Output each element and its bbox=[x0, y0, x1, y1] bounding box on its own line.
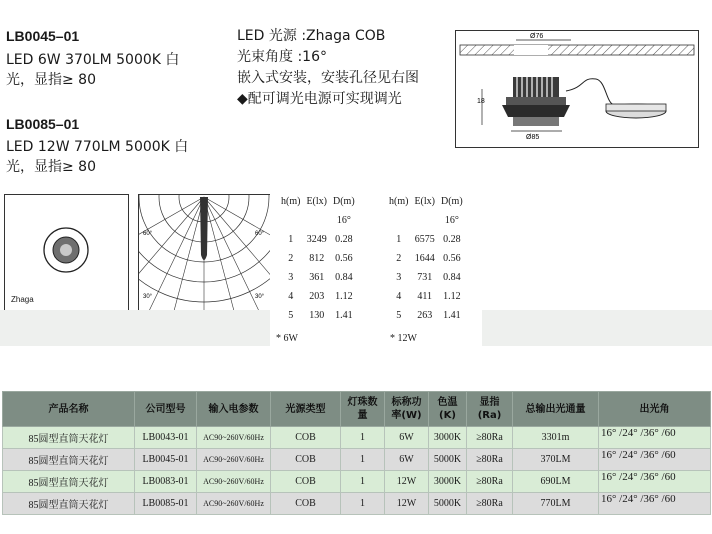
cell: 85圆型直筒天花灯 bbox=[3, 493, 135, 515]
cell: 1644 bbox=[414, 253, 435, 264]
cell: 0.28 bbox=[335, 234, 353, 245]
col-header: h(m) bbox=[389, 196, 409, 207]
cell: 6575 bbox=[414, 234, 435, 245]
polar-diagram-svg bbox=[139, 195, 270, 311]
desc-line: 光，显指≥ 80 bbox=[6, 159, 96, 175]
zhaga-label: Zhaga bbox=[11, 295, 34, 304]
photometric-table-12w bbox=[386, 192, 466, 325]
col-header: D(m) bbox=[333, 196, 355, 207]
cell: LB0085-01 bbox=[135, 493, 197, 515]
cell: COB bbox=[271, 471, 341, 493]
cell: 85圆型直筒天花灯 bbox=[3, 427, 135, 449]
cell: 5000K bbox=[429, 493, 467, 515]
note-12w: * 12W bbox=[390, 333, 417, 344]
cell: 1 bbox=[341, 449, 385, 471]
cell: 16° /24° /36° /60 bbox=[599, 449, 711, 471]
dim-bottom: Ø85 bbox=[526, 134, 540, 141]
cell: 812 bbox=[309, 253, 325, 264]
cell: LB0083-01 bbox=[135, 471, 197, 493]
lamp-body bbox=[502, 105, 570, 117]
product-table-header bbox=[3, 392, 711, 427]
feature-item: ◆配可调光电源可实现调光 bbox=[237, 91, 402, 107]
cell: 16° /24° /36° /60 bbox=[599, 471, 711, 493]
cell: 12W bbox=[385, 493, 429, 515]
power-cable bbox=[566, 79, 614, 105]
cell: 0.56 bbox=[443, 253, 461, 264]
cell: COB bbox=[271, 427, 341, 449]
cell: AC90~260V/60Hz bbox=[197, 449, 271, 471]
cell: 85圆型直筒天花灯 bbox=[3, 449, 135, 471]
cell: 4 bbox=[396, 291, 402, 302]
front-view bbox=[4, 194, 129, 312]
cell: 361 bbox=[309, 272, 325, 283]
cell: 16° /24° /36° /60 bbox=[599, 493, 711, 515]
cell: 0.84 bbox=[335, 272, 353, 283]
cell: 85圆型直筒天花灯 bbox=[3, 471, 135, 493]
cell: 3000K bbox=[429, 471, 467, 493]
col-header: h(m) bbox=[281, 196, 301, 207]
lamp-bezel bbox=[513, 117, 559, 126]
col-header: E(lx) bbox=[306, 196, 327, 207]
model-lb0085-desc bbox=[6, 137, 231, 177]
col-header: E(lx) bbox=[414, 196, 435, 207]
table-row bbox=[3, 427, 711, 449]
col-header: 出光角 bbox=[599, 392, 711, 427]
cell: LB0043-01 bbox=[135, 427, 197, 449]
cell: AC90~260V/60Hz bbox=[197, 471, 271, 493]
col-header: 产品名称 bbox=[3, 392, 135, 427]
cell: 2 bbox=[288, 253, 294, 264]
cell: COB bbox=[271, 493, 341, 515]
cell: 203 bbox=[309, 291, 325, 302]
front-view-svg bbox=[5, 195, 128, 311]
col-header: D(m) bbox=[441, 196, 463, 207]
lens-core bbox=[60, 244, 72, 256]
col-header: 标称功率(W) bbox=[385, 392, 429, 427]
cell: AC90~260V/60Hz bbox=[197, 427, 271, 449]
cell: ≥80Ra bbox=[467, 493, 513, 515]
cell: 1.12 bbox=[335, 291, 353, 302]
cell: 1 bbox=[396, 234, 402, 245]
beam-angle: 16° bbox=[444, 215, 459, 226]
polar-label: 30° bbox=[255, 294, 265, 300]
cell: 1 bbox=[341, 427, 385, 449]
col-header: 公司型号 bbox=[135, 392, 197, 427]
cell: LB0045-01 bbox=[135, 449, 197, 471]
polar-label: 60° bbox=[143, 231, 153, 237]
photometric-table-6w bbox=[278, 192, 358, 325]
polar-label: 30° bbox=[143, 294, 153, 300]
feature-item: 光束角度 :16° bbox=[237, 49, 327, 65]
feature-list bbox=[237, 26, 419, 110]
col-header: 输入电参数 bbox=[197, 392, 271, 427]
polar-diagram bbox=[138, 194, 271, 312]
cell: 1 bbox=[341, 471, 385, 493]
polar-label: 60° bbox=[255, 231, 265, 237]
cell: 1.12 bbox=[443, 291, 461, 302]
product-table bbox=[2, 391, 711, 515]
cell: 5 bbox=[288, 310, 294, 321]
cell: 1.41 bbox=[335, 310, 353, 321]
col-header: 总输出光通量 bbox=[513, 392, 599, 427]
installation-drawing-svg bbox=[456, 31, 698, 147]
cell: 2 bbox=[396, 253, 402, 264]
col-header: 色温(K) bbox=[429, 392, 467, 427]
cell: 0.84 bbox=[443, 272, 461, 283]
ceiling-section bbox=[460, 45, 694, 55]
cell: 3 bbox=[396, 272, 402, 283]
cell: 1.41 bbox=[443, 310, 461, 321]
cell: ≥80Ra bbox=[467, 471, 513, 493]
dim-side: 18 bbox=[477, 98, 485, 105]
cell: 770LM bbox=[513, 493, 599, 515]
beam-curve bbox=[200, 197, 208, 260]
cell: 6W bbox=[385, 427, 429, 449]
model-lb0045-desc bbox=[6, 50, 231, 90]
cell: 263 bbox=[417, 310, 433, 321]
cell: 4 bbox=[288, 291, 294, 302]
cell: 3 bbox=[288, 272, 294, 283]
cell: COB bbox=[271, 449, 341, 471]
desc-line: 光，显指≥ 80 bbox=[6, 72, 96, 88]
cell: 3000K bbox=[429, 427, 467, 449]
dim-top: Ø76 bbox=[530, 33, 544, 40]
cell: 6W bbox=[385, 449, 429, 471]
beam-angle: 16° bbox=[336, 215, 351, 226]
cell: 12W bbox=[385, 471, 429, 493]
cell: 1 bbox=[288, 234, 294, 245]
table-row bbox=[3, 493, 711, 515]
cell: 0.28 bbox=[443, 234, 461, 245]
cell: 130 bbox=[309, 310, 325, 321]
desc-line: LED 6W 370LM 5000K 白 bbox=[6, 52, 180, 68]
feature-item: 嵌入式安装，安装孔径见右图 bbox=[237, 70, 419, 86]
cell: ≥80Ra bbox=[467, 427, 513, 449]
model-lb0085: LB0085–01 bbox=[6, 116, 80, 132]
cell: 3301m bbox=[513, 427, 599, 449]
cell: 3249 bbox=[306, 234, 327, 245]
cell: 5000K bbox=[429, 449, 467, 471]
col-header: 灯珠数量 bbox=[341, 392, 385, 427]
note-6w: * 6W bbox=[276, 333, 298, 344]
cell: 690LM bbox=[513, 471, 599, 493]
cell: ≥80Ra bbox=[467, 449, 513, 471]
cell: 5 bbox=[396, 310, 402, 321]
cell: 1 bbox=[341, 493, 385, 515]
col-header: 光源类型 bbox=[271, 392, 341, 427]
cell: 370LM bbox=[513, 449, 599, 471]
model-lb0045: LB0045–01 bbox=[6, 28, 80, 44]
cell: 411 bbox=[417, 291, 433, 302]
cell: 16° /24° /36° /60 bbox=[599, 427, 711, 449]
desc-line: LED 12W 770LM 5000K 白 bbox=[6, 139, 189, 155]
installation-drawing bbox=[455, 30, 699, 148]
feature-item: LED 光源 :Zhaga COB bbox=[237, 28, 386, 44]
table-row bbox=[3, 449, 711, 471]
table-row bbox=[3, 471, 711, 493]
col-header: 显指(Ra) bbox=[467, 392, 513, 427]
cell: 0.56 bbox=[335, 253, 353, 264]
ring bbox=[506, 97, 566, 105]
cell: AC90~260V/60Hz bbox=[197, 493, 271, 515]
cell: 731 bbox=[417, 272, 433, 283]
